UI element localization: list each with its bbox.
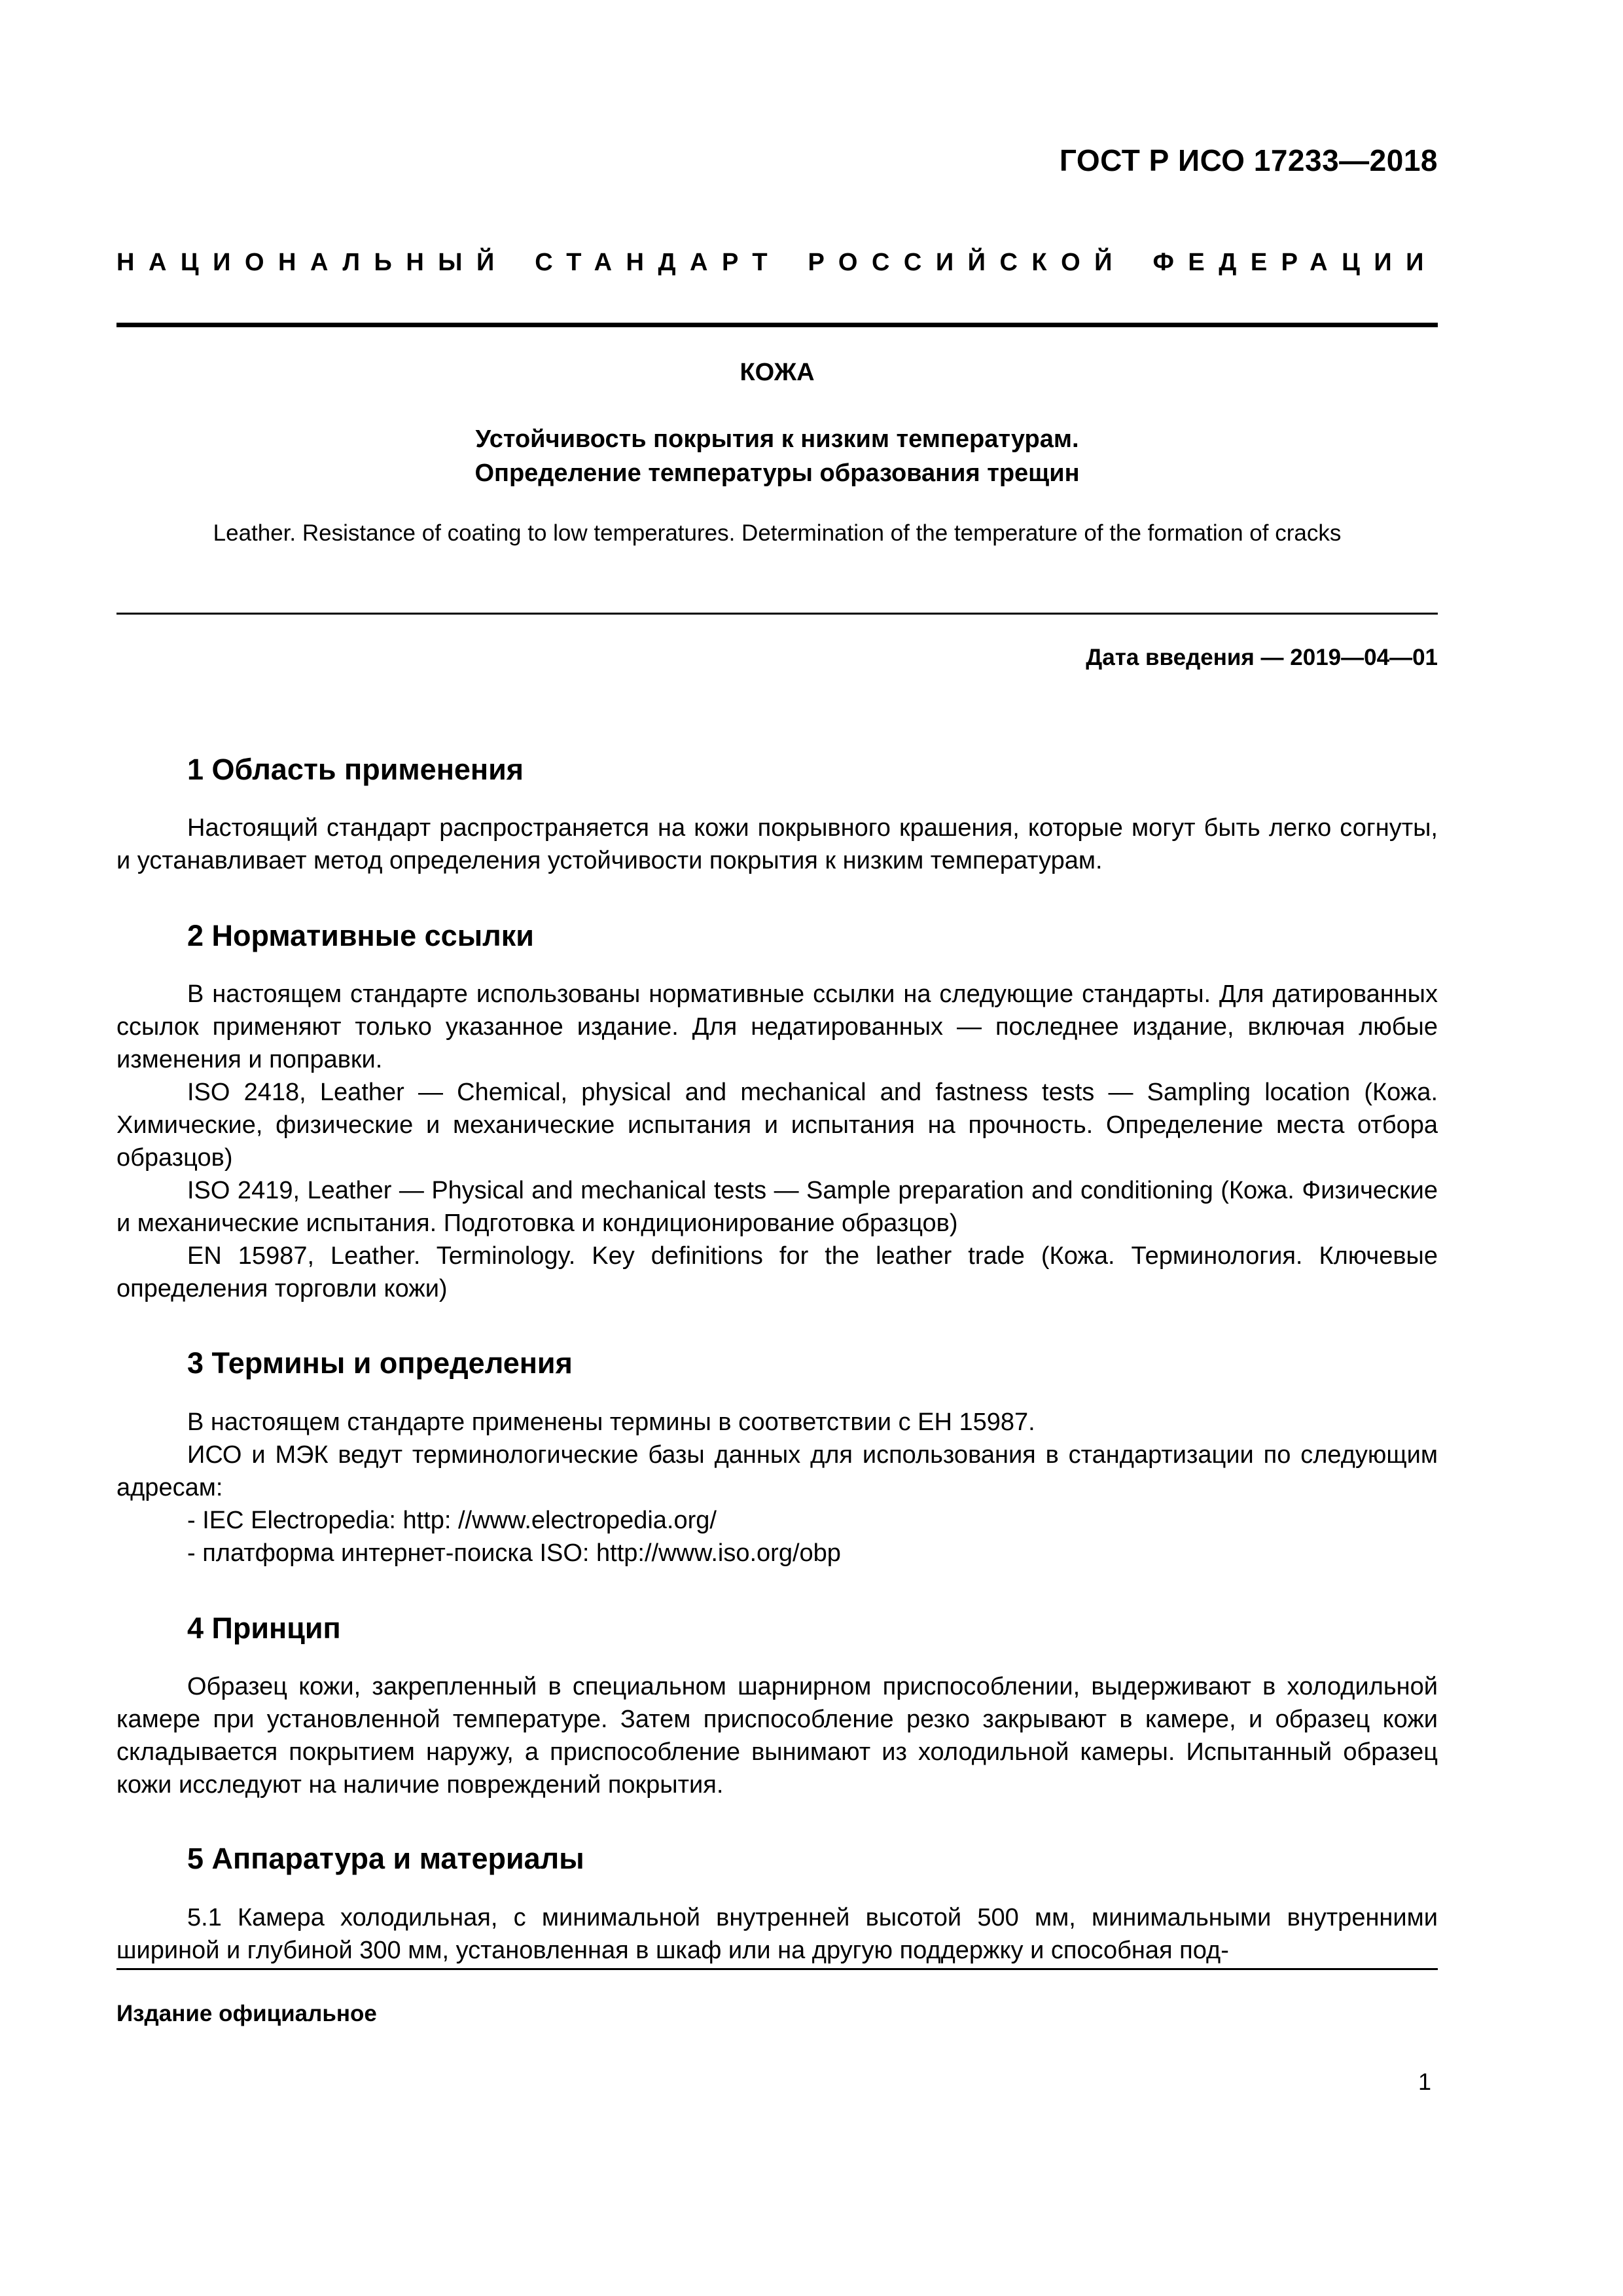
paragraph-principle: Образец кожи, закрепленный в специальном шарнирном приспособлении, выдерживают в холодильной камере при установленной температуре. Затем приспособление резко закрывают в камере, и образец кожи складывается покрытием наружу, а приспособление вынимают из холодильной камеры. Испытанный образец кожи исследуют на наличие повреждений покрытия. [116, 1673, 1438, 1799]
subtitle-line-2: Определение температуры образования трещин [474, 459, 1080, 487]
subtitle-line-1: Устойчивость покрытия к низким температурам. [475, 425, 1079, 453]
section-heading-normative-references: 2 Нормативные ссылки [187, 919, 534, 952]
title-divider [116, 613, 1438, 615]
national-standard-banner: НАЦИОНАЛЬНЫЙ СТАНДАРТ РОССИЙСКОЙ ФЕДЕРАЦИИ [116, 249, 1438, 276]
footer-divider [116, 1968, 1438, 1970]
page-number: 1 [1418, 2068, 1431, 2095]
header-divider [116, 323, 1438, 327]
list-item-electropedia: - IEC Electropedia: http: //www.electropedia.org/ [187, 1507, 717, 1534]
section-heading-apparatus: 5 Аппаратура и материалы [187, 1842, 584, 1875]
official-edition-label: Издание официальное [116, 2001, 377, 2026]
reference-iso-2419: ISO 2419, Leather — Physical and mechanical tests — Sample preparation and conditioning (Кожа. Физические и механические испытания. Подготовка и кондиционирование образцов) [116, 1177, 1438, 1237]
paragraph-terms-intro: В настоящем стандарте применены термины в соответствии с ЕН 15987. [187, 1408, 1035, 1436]
paragraph-apparatus-5-1: 5.1 Камера холодильная, с минимальной внутренней высотой 500 мм, минимальными внутренними шириной и глубиной 300 мм, установленная в шкаф или на другую поддержку и способная под- [116, 1904, 1438, 1964]
section-heading-scope: 1 Область применения [187, 753, 524, 786]
paragraph-scope: Настоящий стандарт распространяется на кожи покрывного крашения, которые могут быть легко согнуты, и устанавливает метод определения устойчивости покрытия к низким температурам. [116, 814, 1438, 874]
reference-en-15987: EN 15987, Leather. Terminology. Key definitions for the leather trade (Кожа. Терминология. Ключевые определения торговли кожи) [116, 1242, 1438, 1302]
reference-iso-2418: ISO 2418, Leather — Chemical, physical and mechanical and fastness tests — Sampling location (Кожа. Химические, физические и механические испытания и испытания на прочность. Определение места отбора образцов) [116, 1079, 1438, 1172]
paragraph-normative-intro: В настоящем стандарте использованы нормативные ссылки на следующие стандарты. Для датированных ссылок применяют только указанное издание. Для недатированных — последнее издание, включая любые изменения и поправки. [116, 980, 1438, 1073]
document-title: КОЖА [740, 359, 815, 386]
section-heading-terms: 3 Термины и определения [187, 1346, 573, 1380]
introduction-date: Дата введения — 2019—04—01 [1086, 645, 1438, 670]
document-subtitle [116, 422, 1438, 490]
list-item-iso-obp: - платформа интернет-поиска ISO: http://www.iso.org/obp [187, 1539, 841, 1567]
document-code: ГОСТ Р ИСО 17233—2018 [1059, 143, 1438, 177]
paragraph-terms-databases: ИСО и МЭК ведут терминологические базы данных для использования в стандартизации по следующим адресам: [116, 1441, 1438, 1501]
section-heading-principle: 4 Принцип [187, 1611, 341, 1645]
english-title: Leather. Resistance of coating to low temperatures. Determination of the temperature of the formation of cracks [213, 520, 1342, 546]
